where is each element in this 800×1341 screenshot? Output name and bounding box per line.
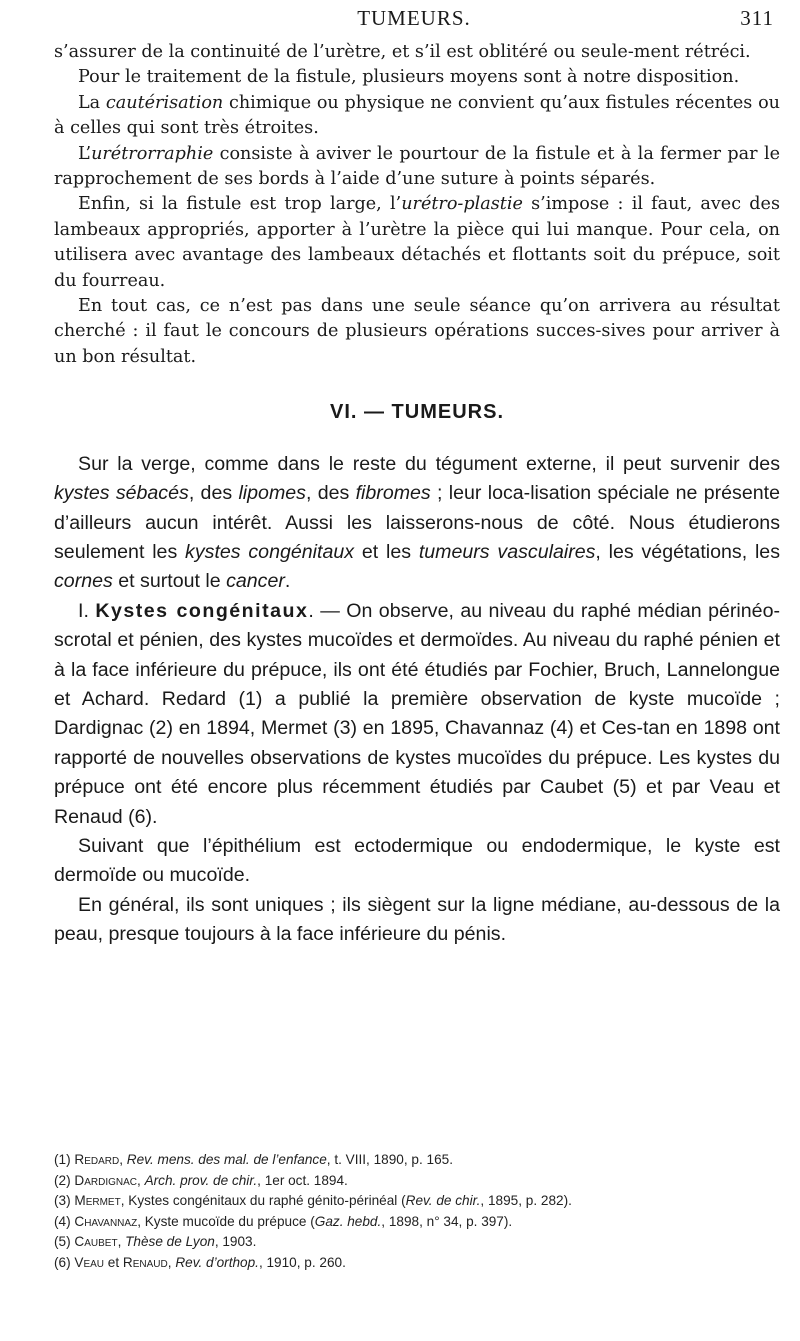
text-run: , [119, 1152, 127, 1167]
text-run: et surtout le [112, 570, 227, 593]
text-run: I. [78, 599, 96, 622]
text-run: s’impose : il faut, avec des lambeaux appropriés, apporter à l’urètre la pièce qui lui manque. Pour cela, on utilisera avec avantage des lambeaux détachés et flottants soit du prépuce, soit du fourreau. [54, 194, 780, 291]
text-run: Suivant que l’épithélium est ectodermique ou endodermique, le kyste est dermoïde ou mucoïde. [54, 834, 780, 887]
italic-text: Arch. prov. de chir. [144, 1172, 258, 1188]
italic-text: Rev. d’orthop. [175, 1254, 259, 1270]
text-run: et les [354, 540, 419, 563]
text-run: , Kystes congénitaux du raphé génito-périnéal ( [120, 1193, 406, 1209]
footnote [54, 1150, 780, 1171]
text-run: ; leur loca-lisation spéciale ne présente d’ailleurs aucun intérêt. Aussi les laisserons-nous de côté. Nous étudierons seulement les [54, 482, 780, 563]
author-name: Dardignac [74, 1172, 137, 1188]
footnote [54, 1212, 780, 1233]
footnote [54, 1253, 780, 1274]
page-number: 311 [740, 6, 774, 30]
text-run: (5) [54, 1234, 75, 1250]
paragraph [54, 65, 780, 90]
author-name: Mermet [74, 1193, 121, 1209]
paragraph [54, 891, 780, 950]
text-run: , les végétations, les [595, 540, 781, 563]
author-name: Renaud [122, 1254, 168, 1270]
text-run: , 1er oct. 1894. [257, 1172, 348, 1188]
paragraph [54, 294, 780, 370]
author-name: Redard [74, 1152, 120, 1167]
footnote [54, 1232, 780, 1253]
paragraph [54, 597, 780, 832]
italic-text: Gaz. hebd. [314, 1213, 382, 1229]
italic-text: cornes [54, 570, 113, 593]
text-run: , [137, 1172, 145, 1188]
text-run: En tout cas, ce n’est pas dans une seule séance qu’on arrivera au résultat cherché : il faut le concours de plusieurs opérations succes-sives pour arriver à un bon résultat. [54, 296, 780, 367]
text-run: La [78, 92, 106, 113]
footnote [54, 1191, 780, 1212]
italic-text: kystes congénitaux [185, 540, 355, 563]
text-run: . [284, 570, 291, 593]
text-run: . — On observe, au niveau du raphé médian périnéo-scrotal et pénien, des kystes mucoïdes et dermoïdes. Au niveau du raphé pénien et à la face inférieure du prépuce, ils ont été étudiés par Fochier, Bruch, Lannelongue et Achard. Redard (1) a publié la première observation de kyste mucoïde ; Dardignac (2) en 1894, Mermet (3) en 1895, Chavannaz (4) et Ces-tan en 1898 ont rapporté de nouvelles observations de kystes mucoïdes du prépuce. Les kystes du prépuce ont été encore plus récemment étudiés par Caubet (5) et par Veau et Renaud (6). [54, 599, 780, 828]
text-run: consiste à aviver le pourtour de la fistule et à la fermer par le rapprochement de ses bords à l’aide d’une suture à points séparés. [54, 143, 780, 190]
paragraphs-top [54, 40, 780, 370]
paragraph [54, 192, 780, 294]
italic-text: cautérisation [105, 92, 224, 113]
text-run: , t. VIII, 1890, p. 165. [326, 1152, 453, 1167]
text-run: et [104, 1254, 123, 1270]
text-run: , 1903. [214, 1234, 257, 1250]
italic-text: Rev. mens. des mal. de l’enfance [126, 1152, 327, 1167]
author-name: Veau [74, 1254, 105, 1270]
text-run: (4) [54, 1213, 75, 1229]
text-run: , [167, 1254, 176, 1270]
text-run: Pour le traitement de la fistule, plusieurs moyens sont à notre disposition. [78, 67, 740, 88]
text-run: , [117, 1234, 126, 1250]
italic-text: fibromes [355, 482, 431, 505]
author-name: Chavannaz [74, 1213, 138, 1229]
text-run: (1) [54, 1152, 75, 1167]
italic-text: cancer [226, 570, 285, 593]
italic-text: tumeurs vasculaires [418, 540, 596, 563]
text-run: , des [188, 482, 239, 505]
italic-text: Rev. de chir. [405, 1193, 481, 1209]
italic-text: urétrorraphie [91, 143, 214, 164]
paragraphs-bottom [54, 450, 780, 950]
footnote [54, 1171, 780, 1192]
text-run: s’assurer de la continuité de l’urètre, et s’il est oblitéré ou seule-ment rétréci. [54, 42, 751, 62]
text-run: L’ [78, 143, 92, 164]
italic-text: urétro-plastie [401, 194, 523, 215]
paragraph [54, 91, 780, 142]
author-name: Caubet [74, 1234, 118, 1250]
italic-text: lipomes [238, 482, 306, 505]
section-heading: VI. — TUMEURS. [329, 401, 504, 424]
body-text [54, 40, 780, 950]
text-run: , 1895, p. 282). [480, 1193, 572, 1209]
running-head [54, 6, 774, 34]
text-run: (2) [54, 1172, 75, 1188]
text-run: , 1898, n° 34, p. 397). [381, 1213, 513, 1229]
paragraph [54, 832, 780, 891]
text-run: , 1910, p. 260. [258, 1254, 346, 1270]
text-run: Enfin, si la fistule est trop large, l’ [78, 194, 402, 215]
text-run: (3) [54, 1193, 75, 1209]
italic-text: Thèse de Lyon [125, 1234, 215, 1250]
text-run: , des [305, 482, 356, 505]
text-run: , Kyste mucoïde du prépuce ( [137, 1213, 315, 1229]
italic-text: kystes sébacés [54, 482, 189, 505]
text-run: Sur la verge, comme dans le reste du tégument externe, il peut survenir des [78, 452, 780, 475]
bold-heading-text: Kystes congénitaux [95, 599, 309, 622]
text-run: (6) [54, 1254, 75, 1270]
text-run: chimique ou physique ne convient qu’aux fistules récentes ou à celles qui sont très étroites. [54, 92, 780, 139]
paragraph [54, 142, 780, 193]
text-run: En général, ils sont uniques ; ils siègent sur la ligne médiane, au-dessous de la peau, presque toujours à la face inférieure du pénis. [54, 893, 780, 946]
running-head-title: TUMEURS. [357, 6, 471, 30]
footnotes [54, 1150, 780, 1274]
paragraph [54, 40, 780, 65]
paragraph [54, 450, 780, 597]
